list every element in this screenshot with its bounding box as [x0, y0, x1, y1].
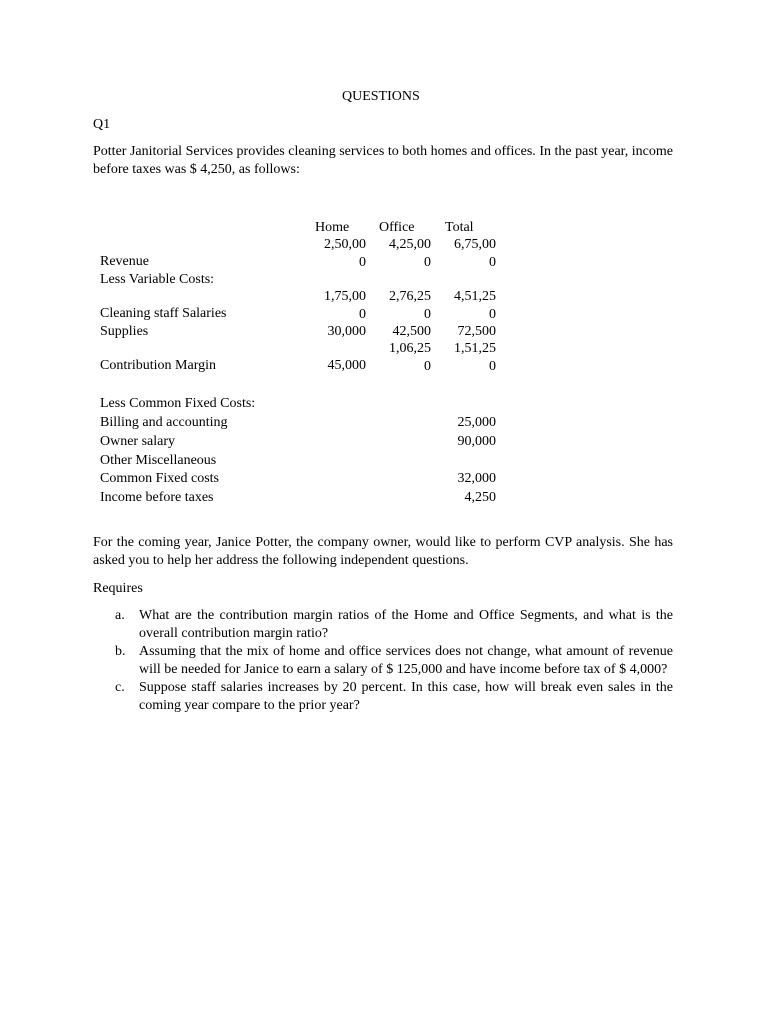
question-label: Q1 [93, 117, 111, 132]
row-label-billing: Billing and accounting [100, 415, 228, 430]
intro-paragraph: Potter Janitorial Services provides cleaning services to both homes and offices. In the past year, income before taxes was $ 4,250, as follows: [93, 144, 673, 177]
row-label-contribution: Contribution Margin [100, 358, 217, 373]
cell-supplies-office: 42,500 [392, 324, 431, 339]
cell-contribution-home: 45,000 [327, 358, 366, 373]
cell-common-fixed-total: 32,000 [457, 471, 496, 486]
page-heading: QUESTIONS [342, 89, 420, 104]
cell-cleaning-home: 1,75,00 0 [324, 289, 366, 322]
list-marker: a. [115, 608, 125, 623]
list-item-text: Assuming that the mix of home and office services does not change, what amount of revenue will be needed for Janice to earn a salary of $ 125,000 and have income before tax of $ 4,000? [139, 644, 673, 677]
cell-owner-total: 90,000 [457, 434, 496, 449]
requires-label: Requires [93, 581, 143, 596]
row-label-cleaning: Cleaning staff Salaries [100, 306, 227, 321]
cell-contribution-total: 1,51,25 0 [454, 341, 496, 374]
cell-income-total: 4,250 [464, 490, 496, 505]
col-header-total: Total [445, 220, 474, 235]
row-label-owner: Owner salary [100, 434, 176, 449]
col-header-home: Home [315, 220, 350, 235]
list-item [93, 679, 673, 715]
cell-supplies-total: 72,500 [457, 324, 496, 339]
row-label-income: Income before taxes [100, 490, 214, 505]
cell-billing-total: 25,000 [457, 415, 496, 430]
row-label-other-misc: Other Miscellaneous [100, 453, 217, 468]
row-label-less-fixed: Less Common Fixed Costs: [100, 396, 256, 411]
list-item [93, 607, 673, 643]
row-label-common-fixed: Common Fixed costs [100, 471, 220, 486]
cell-supplies-home: 30,000 [327, 324, 366, 339]
cell-revenue-home: 2,50,00 0 [324, 237, 366, 270]
requirements-list [93, 607, 673, 715]
col-header-office: Office [379, 220, 415, 235]
cell-cleaning-office: 2,76,25 0 [389, 289, 431, 322]
list-item [93, 643, 673, 679]
list-marker: c. [115, 680, 125, 695]
row-label-revenue: Revenue [100, 254, 149, 269]
row-label-less-variable: Less Variable Costs: [100, 272, 215, 287]
cell-revenue-total: 6,75,00 0 [454, 237, 496, 270]
cvp-paragraph: For the coming year, Janice Potter, the company owner, would like to perform CVP analysis. She has asked you to help her address the following independent questions. [93, 535, 673, 568]
cell-contribution-office: 1,06,25 0 [389, 341, 431, 374]
list-item-text: Suppose staff salaries increases by 20 percent. In this case, how will break even sales in the coming year compare to the prior year? [139, 680, 673, 713]
cell-revenue-office: 4,25,00 0 [389, 237, 431, 270]
row-label-supplies: Supplies [100, 324, 149, 339]
cell-cleaning-total: 4,51,25 0 [454, 289, 496, 322]
list-item-text: What are the contribution margin ratios of the Home and Office Segments, and what is the overall contribution margin ratio? [139, 608, 673, 641]
list-marker: b. [115, 644, 126, 659]
